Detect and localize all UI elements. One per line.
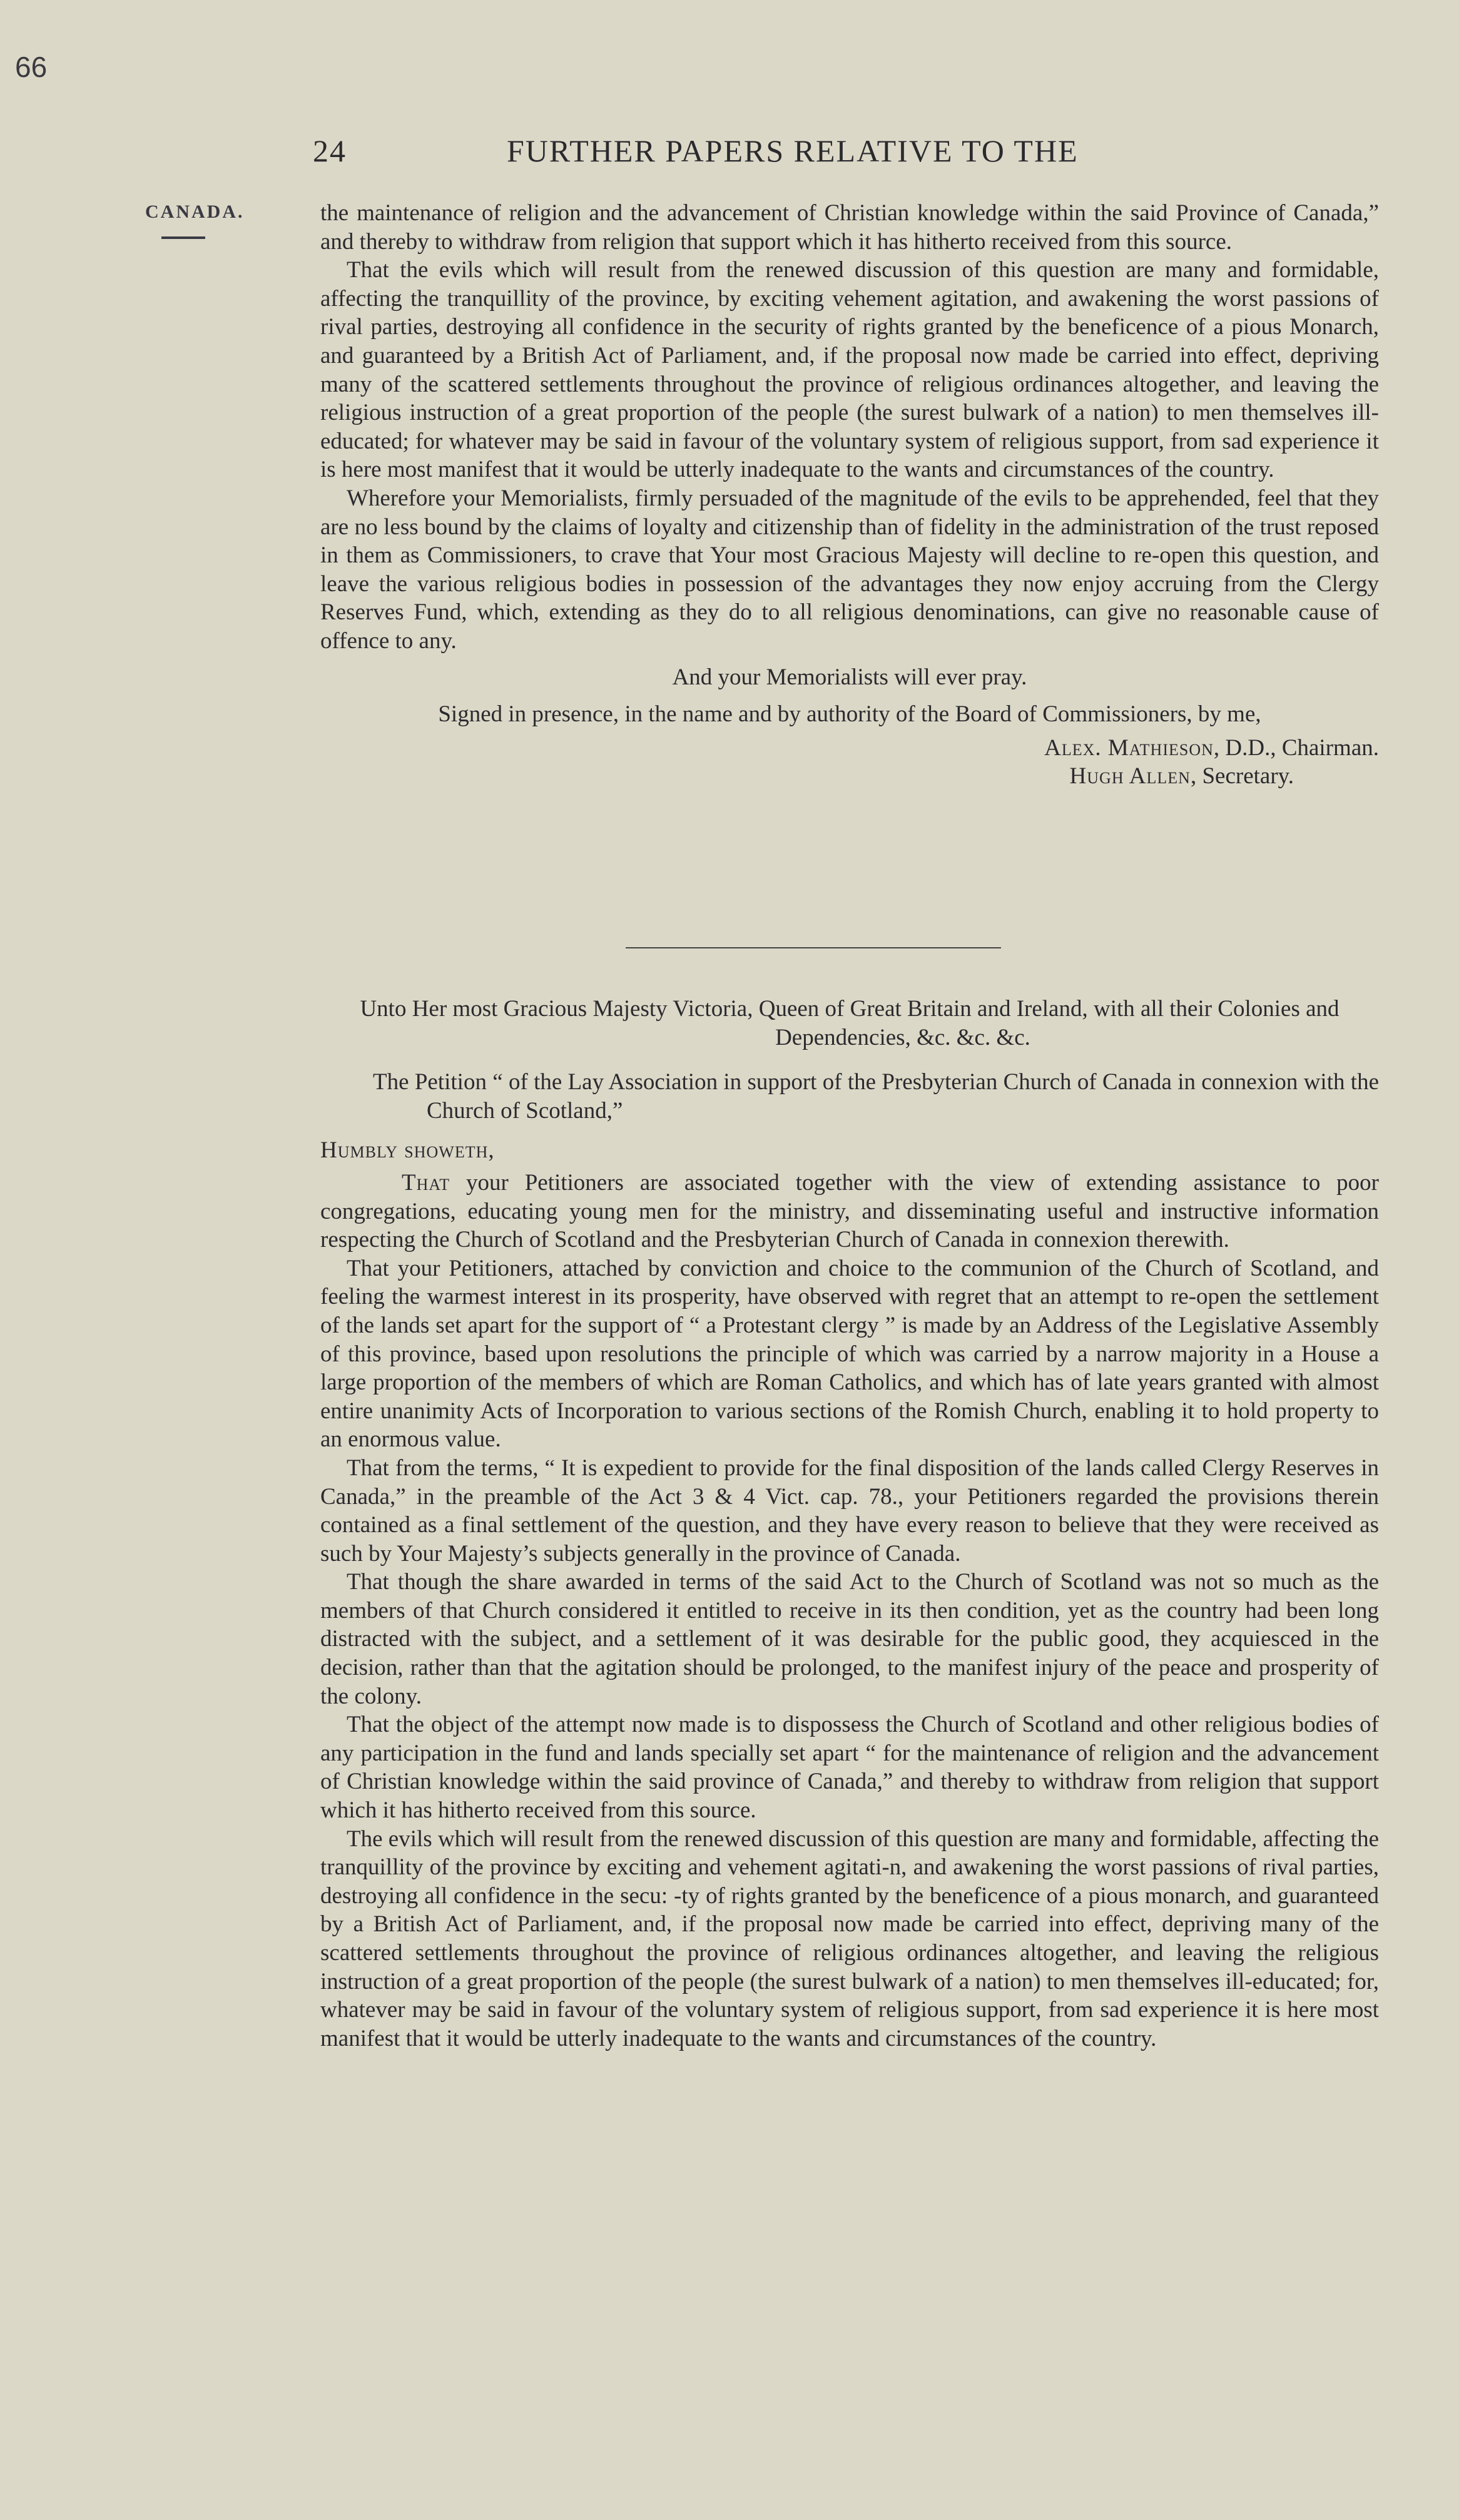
petition-first-paragraph-text: your Petitioners are associated together with the view of extending assistance to poor congregations, educating young men for the ministry, and disseminating useful and instructive information respecting the Church of Scotland and the Presbyterian Church of Canada in connexion therewith.	[320, 1169, 1379, 1253]
signature-secretary	[320, 762, 1379, 791]
signature-chairman-name: Alex. Mathieson	[1044, 734, 1214, 761]
petition-address: Unto Her most Gracious Majesty Victoria, Queen of Great Britain and Ireland, with all their Colonies and Dependencies, &c. &c. &c.	[360, 996, 1340, 1050]
memorial-paragraph: the maintenance of religion and the advancement of Christian knowledge within the said Province of Canada,” and thereby to withdraw from religion that support which it has hitherto received from this source.	[320, 200, 1379, 255]
petition-paragraph: That your Petitioners, attached by conviction and choice to the communion of the Church of Scotland, and feeling the warmest interest in its prosperity, have observed with regret that an attempt to re-open the settlement of the lands set apart for the support of “ a Protestant clergy ” is made by an Address of the Legislative Assembly of this province, based upon resolutions the principle of which was carried by a narrow majority in a House a large proportion of the members of which are Roman Catholics, and which has of late years granted with almost entire unanimity Acts of Incorporation to various sections of the Romish Church, enabling it to hold property to an enormous value.	[320, 1255, 1379, 1453]
signature-secretary-name: Hugh Allen	[1069, 763, 1191, 790]
petition-paragraph: That though the share awarded in terms of the said Act to the Church of Scotland was not so much as the members of that Church considered it entitled to receive in its then condition, yet as the country had been long distracted with the subject, and a settlement of it was desirable for the public good, they acquiesced in the decision, rather than that the agitation should be prolonged, to the manifest injury of the peace and prosperity of the colony.	[320, 1569, 1379, 1709]
margin-note-canada: CANADA.	[145, 201, 245, 222]
signature-secretary-title: , Secretary.	[1190, 763, 1294, 790]
header-title: FURTHER PAPERS RELATIVE TO THE	[507, 133, 1079, 168]
header-page-number: 24	[313, 133, 347, 168]
petition-humbly-showeth: Humbly showeth,	[320, 1137, 495, 1164]
petition-paragraph: That the object of the attempt now made is to dispossess the Church of Scotland and other religious bodies of any participation in the fund and lands specially set apart “ for the maintenance of religion and the advancement of Christian knowledge within the said province of Canada,” and thereby to withdraw from religion that support which it has hitherto received from this source.	[320, 1712, 1379, 1824]
petition-text-block	[320, 995, 1379, 2053]
petition-paragraph: The evils which will result from the renewed discussion of this question are many and formidable, affecting the tranquillity of the province by exciting and vehement agitati‑n, and awakening the worst passions of rival parties, destroying all confidence in the secu: ‑ty of rights granted by the beneficence of a pious monarch, and guaranteed by a British Act of Parliament, and, if the proposal now made be carried into effect, depriving many of the scattered settlements throughout the province of religious ordinances altogether, and leaving the religious instruction of a great proportion of the people (the surest bulwark of a nation) to men themselves ill-educated; for, whatever may be said in favour of the voluntary system of religious support, from sad experience it is here most manifest that it would be utterly inadequate to the wants and circumstances of the country.	[320, 1826, 1379, 2051]
petition-paragraph: That from the terms, “ It is expedient to provide for the final disposition of the lands called Clergy Reserves in Canada,” in the preamble of the Act 3 & 4 Vict. cap. 78., your Petitioners regarded the provisions therein contained as a final settlement of the question, and they have every reason to believe that they were received as such by Your Majesty’s subjects generally in the province of Canada.	[320, 1455, 1379, 1567]
signature-chairman-title: , D.D., Chairman.	[1213, 734, 1379, 761]
section-divider-rule	[626, 947, 1001, 948]
page-stamp-number: 66	[15, 51, 48, 83]
signature-chairman	[320, 734, 1379, 763]
memorial-paragraph: That the evils which will result from the renewed discussion of this question are many and formidable, affecting the tranquillity of the province, by exciting vehement agitation, and awakening the worst passions of rival parties, destroying all confidence in the security of rights granted by the beneficence of a pious Monarch, and guaranteed by a British Act of Parliament, and, if the proposal now made be carried into effect, depriving many of the scattered settlements throughout the province of religious ordinances altogether, and leaving the religious instruction of a great proportion of the people (the surest bulwark of a nation) to men themselves ill-educated; for whatever may be said in favour of the voluntary system of religious support, from sad experience it is here most manifest that it would be utterly inadequate to the wants and circumstances of the country.	[320, 257, 1379, 483]
margin-note-rule	[161, 236, 205, 239]
memorial-text-block	[320, 199, 1379, 791]
memorial-signed-line: Signed in presence, in the name and by authority of the Board of Commissioners, by me,	[438, 701, 1261, 728]
petition-first-word: That	[402, 1169, 450, 1196]
memorial-paragraph: Wherefore your Memorialists, firmly persuaded of the magnitude of the evils to be apprehended, feel that they are no less bound by the claims of loyalty and citizenship than of fidelity in the administration of the trust reposed in them as Commissioners, to crave that Your most Gracious Majesty will decline to re-open this question, and leave the various religious bodies in possession of the advantages they now enjoy accruing from the Clergy Reserves Fund, which, extending as they do to all religious denominations, can give no reasonable cause of offence to any.	[320, 485, 1379, 654]
memorial-prayer-line: And your Memorialists will ever pray.	[672, 664, 1027, 690]
petition-first-paragraph	[320, 1169, 1379, 1254]
petition-title: The Petition “ of the Lay Association in support of the Presbyterian Church of Canada in connexion with the Church of Scotland,”	[373, 1069, 1379, 1124]
